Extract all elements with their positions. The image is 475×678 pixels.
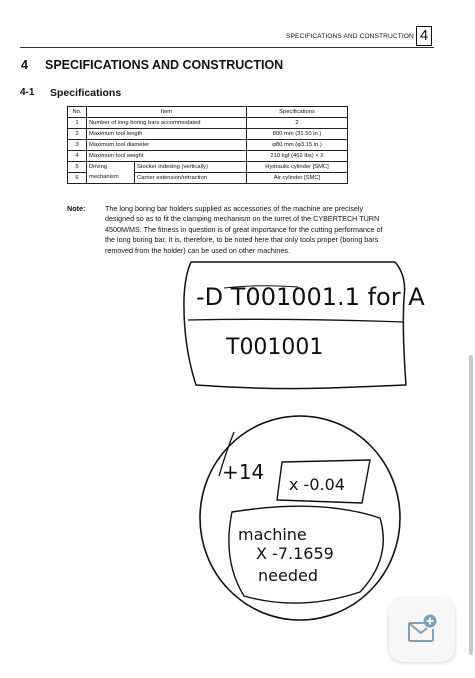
row-item: Maximum tool weight bbox=[87, 151, 247, 162]
row-number: 6 bbox=[68, 173, 87, 184]
row-group-label: Driving bbox=[87, 162, 135, 173]
annotation-circle bbox=[200, 416, 400, 620]
subsection-number: 4-1 bbox=[20, 87, 35, 98]
row-spec: Air cylinder [SMC] bbox=[247, 173, 348, 184]
scrollbar-track[interactable] bbox=[465, 0, 475, 678]
running-head: SPECIFICATIONS AND CONSTRUCTION bbox=[286, 33, 414, 40]
row-spec: 210 kgf (462 lbs) × 2 bbox=[247, 151, 348, 162]
annotation-divider bbox=[188, 319, 404, 322]
section-number: 4 bbox=[21, 58, 28, 72]
new-message-icon bbox=[406, 614, 438, 644]
note-line: designed so as to fit the clamping mechanism on the turret of the CYBERTECH TURN bbox=[105, 214, 380, 224]
annotation-text-offset-t: +14 bbox=[222, 460, 265, 484]
column-header-no: No. bbox=[68, 107, 87, 118]
row-spec: φ80 mm (φ3.15 in.) bbox=[247, 140, 348, 151]
row-spec: Hydraulic cylinder [SMC] bbox=[247, 162, 348, 173]
row-number: 1 bbox=[68, 118, 87, 129]
row-number: 5 bbox=[68, 162, 87, 173]
subsection-title: Specifications bbox=[50, 87, 122, 99]
note-line: 4500M/MS. The fitness in question is of great importance for the cutting performance of bbox=[105, 224, 383, 234]
row-item: Stocker indexing (vertically) bbox=[135, 162, 247, 173]
annotation-text-machine: machine bbox=[238, 525, 307, 544]
note-line: the long boring bar. It is, therefore, to be noted here that only tools proper (boring bars bbox=[105, 235, 379, 245]
row-number: 4 bbox=[68, 151, 87, 162]
note-line: The long boring bar holders supplied as accessories of the machine are precisely bbox=[105, 204, 364, 213]
row-group-label: mechanism bbox=[87, 173, 135, 184]
row-item: Carrier extension/retraction bbox=[135, 173, 247, 184]
row-number: 2 bbox=[68, 129, 87, 140]
annotation-text-tool: T001001 bbox=[226, 335, 324, 360]
row-spec: 2 bbox=[247, 118, 348, 129]
annotation-text-needed: needed bbox=[258, 566, 318, 585]
column-header-specifications: Specifications bbox=[247, 107, 348, 118]
row-item: Maximum tool length bbox=[87, 129, 247, 140]
column-header-item: Item bbox=[87, 107, 247, 118]
row-spec: 800 mm (31.50 in.) bbox=[247, 129, 348, 140]
row-item: Number of long boring bars accommodated bbox=[87, 118, 247, 129]
row-item: Maximum tool diameter bbox=[87, 140, 247, 151]
chapter-number-box: 4 bbox=[416, 26, 432, 46]
annotation-text-offset-x: x -0.04 bbox=[289, 475, 345, 494]
annotation-text-program: -D T001001.1 for A bbox=[196, 283, 425, 311]
section-title: SPECIFICATIONS AND CONSTRUCTION bbox=[45, 58, 284, 72]
note-line: removed from the holder) can be used on other machines. bbox=[105, 245, 290, 255]
annotation-box bbox=[184, 262, 406, 389]
note-label: Note: bbox=[67, 204, 86, 213]
annotation-text-x-value: X -7.1659 bbox=[256, 544, 334, 563]
scrollbar-thumb[interactable] bbox=[469, 355, 473, 655]
new-message-button[interactable] bbox=[389, 598, 455, 662]
row-number: 3 bbox=[68, 140, 87, 151]
